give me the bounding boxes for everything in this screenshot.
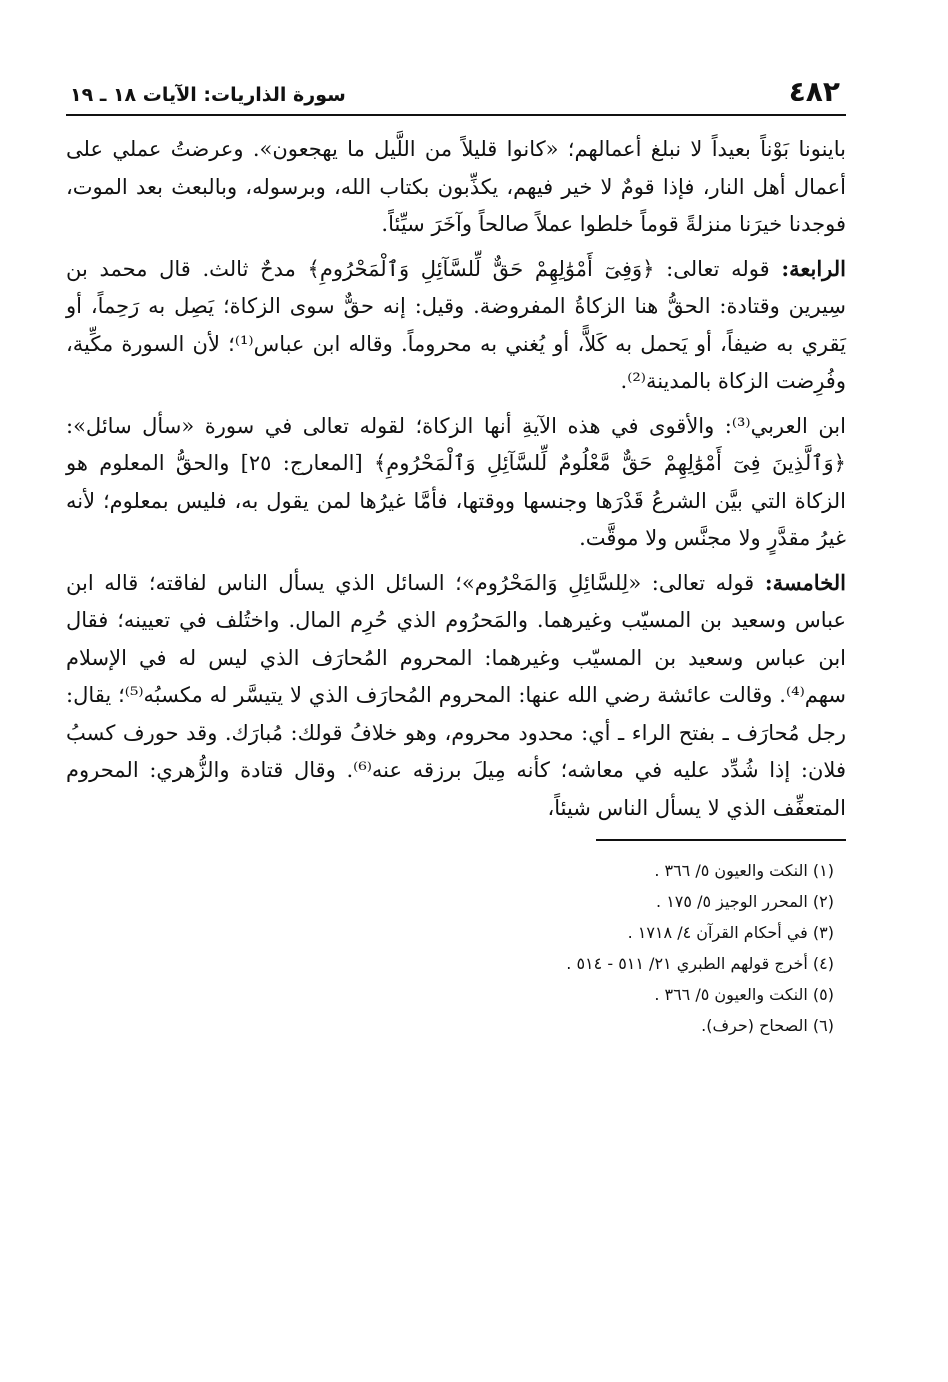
paragraph-lead: الخامسة: xyxy=(764,569,846,595)
paragraph-text: ابن العربي⁽³⁾: والأقوى في هذه الآيةِ أنها الزكاة؛ لقوله تعالى في سورة «سأل سائل»: ﴿وَٱلَّذِينَ فِىٓ أَمْوَٰلِهِمْ حَقٌّ مَّعْلُومٌ لِّلسَّآئِلِ وَٱلْمَحْرُومِ﴾ [المعارج: ٢٥] والحقُّ المعلوم هو الزكاة التي بيَّن الشرعُ قَدْرَها وجنسها ووقتها، فأمَّا غيرُها لمن يقول به، فليس بمعلوم؛ لأنه غيرُ مقدَّرٍ ولا مجنَّس ولا موقَّت. xyxy=(66,413,846,550)
paragraph xyxy=(66,407,846,558)
header-divider xyxy=(66,114,846,116)
page-header xyxy=(66,66,846,110)
page-number: ٤٨٢ xyxy=(788,75,840,108)
footnotes xyxy=(66,855,846,1041)
paragraph xyxy=(66,564,846,828)
body-text xyxy=(66,130,846,827)
paragraph-text: باينونا بَوْناً بعيداً لا نبلغ أعمالهم؛ «كانوا قليلاً من اللَّيل ما يهجعون». وعرضتُ عملي على أعمال أهل النار، فإذا قومٌ لا خير فيهم، يكذِّبون بكتاب الله، وبرسوله، وبالبعث بعد الموت، فوجدنا خيرَنا منزلةً قوماً خلطوا عملاً صالحاً وآخَرَ سيِّئاً. xyxy=(66,137,846,236)
book-page xyxy=(66,66,846,1041)
footnote: (٥) النكت والعيون ٥/ ٣٦٦ . xyxy=(654,985,834,1004)
paragraph-text: قوله تعالى: ﴿وَفِىٓ أَمْوَٰلِهِمْ حَقٌّ لِّلسَّآئِلِ وَٱلْمَحْرُومِ﴾ مدحٌ ثالث. قال محمد بن سِيرين وقتادة: الحقُّ هنا الزكاةُ المفروضة. وقيل: إنه حقٌّ سوى الزكاة؛ يَصِل به رَحِماً، أو يَقري به ضيفاً، أو يَحمل به كَلاًّ، أو يُغني به محروماً. وقاله ابن عباس⁽¹⁾؛ لأن السورة مكِّية، وفُرِضت الزكاة بالمدينة⁽²⁾. xyxy=(66,256,846,393)
footnote-divider xyxy=(596,839,846,841)
paragraph-text: قوله تعالى: «لِلسَّائِلِ وَالمَحْرُوم»؛ السائل الذي يسأل الناس لفاقته؛ قاله ابن عباس وسعيد بن المسيّب وغيرهما. والمَحرُوم الذي حُرِم المال. واختُلف في تعيينه؛ فقال ابن عباس وسعيد بن المسيّب وغيرهما: المحروم المُحارَف الذي ليس له في الإسلام سهم⁽⁴⁾. وقالت عائشة رضي الله عنها: المحروم المُحارَف الذي لا يتيسَّر له مكسبُه⁽⁵⁾؛ يقال: رجل مُحارَف ـ بفتح الراء ـ أي: محدود محروم، وهو خلافُ قولك: مُبارَك. وقد حورف كسبُ فلان: إذا شُدِّد عليه في معاشه؛ كأنه مِيلَ برزقه عنه⁽⁶⁾. وقال قتادة والزُّهري: المحروم المتعفِّف الذي لا يسأل الناس شيئاً، xyxy=(66,570,846,820)
footnote: (١) النكت والعيون ٥/ ٣٦٦ . xyxy=(654,861,834,880)
footnote: (٢) المحرر الوجيز ٥/ ١٧٥ . xyxy=(656,892,834,911)
paragraph xyxy=(66,130,846,244)
paragraph xyxy=(66,250,846,401)
paragraph-lead: الرابعة: xyxy=(781,255,846,281)
footnote: (٦) الصحاح (حرف). xyxy=(701,1016,834,1035)
footnote: (٤) أخرج قولهم الطبري ٢١/ ٥١١ - ٥١٤ . xyxy=(566,954,834,973)
running-title: سورة الذاريات: الآيات ١٨ ـ ١٩ xyxy=(70,84,346,106)
footnote: (٣) في أحكام القرآن ٤/ ١٧١٨ . xyxy=(627,923,834,942)
